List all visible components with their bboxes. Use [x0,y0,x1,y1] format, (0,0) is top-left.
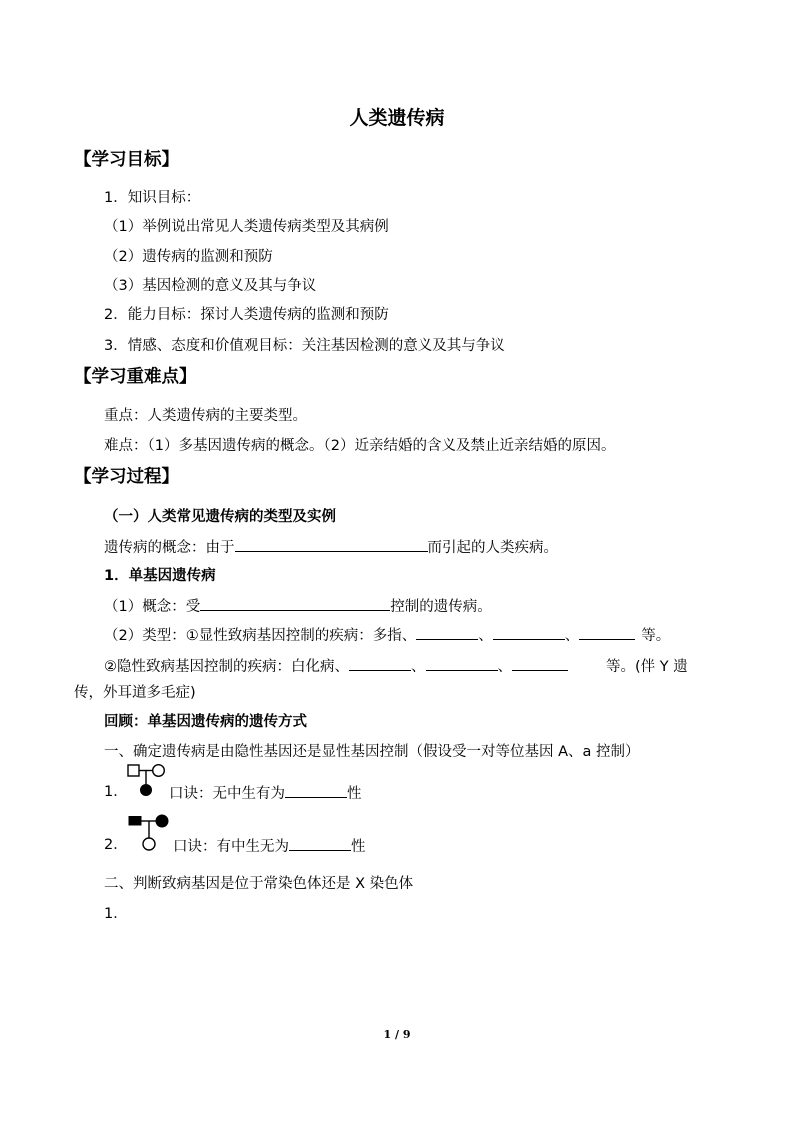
concept-line [104,536,558,558]
pedigree-diagram-1 [127,764,171,800]
pedigree-2-text [173,835,366,857]
objective-item: （2）遗传病的监测和预防 [104,249,273,265]
mnemonic-suffix: 性 [347,786,362,802]
objective-item: （3）基因检测的意义及其与争议 [104,278,317,294]
pedigree-diagram-2 [128,814,174,852]
concept-prefix: 遗传病的概念：由于 [104,540,235,556]
objective-item: 2．能力目标：探讨人类遗传病的监测和预防 [104,307,389,323]
part1-title: （一）人类常见遗传病的类型及实例 [104,509,336,525]
sg-recessive-continuation: 传，外耳道多毛症) [74,685,196,701]
separator: 、 [497,659,512,675]
objective-item: （1）举例说出常见人类遗传病类型及其病例 [104,219,389,235]
separator: 、 [564,628,580,644]
sg-recessive-line [104,655,688,677]
answer-blank[interactable] [289,835,351,851]
female-unaffected-symbol [143,838,155,850]
pedigree-2-number: 2． [104,837,128,853]
sg-recessive-prefix: ②隐性致病基因控制的疾病：白化病、 [104,659,349,675]
answer-blank[interactable] [579,624,635,640]
focus-text: 重点：人类遗传病的主要类型。 [104,408,307,424]
answer-blank[interactable] [512,655,568,671]
objective-item: 3．情感、态度和价值观目标：关注基因检测的意义及其与争议 [104,338,505,354]
page-title: 人类遗传病 [349,107,445,129]
sg-types-line [104,624,670,646]
section-heading-objectives: 【学习目标】 [74,150,179,170]
question-2-item-1: 1． [104,906,128,922]
sg-concept-prefix: （1）概念：受 [104,599,201,615]
answer-blank[interactable] [285,782,347,798]
concept-suffix: 而引起的人类疾病。 [427,540,558,556]
male-affected-symbol [129,816,142,826]
single-gene-title: 1．单基因遗传病 [104,568,216,584]
question-2: 二、判断致病基因是位于常染色体还是 X 染色体 [104,876,414,892]
sg-recessive-suffix: 等。(伴 Y 遗 [606,659,688,675]
objective-item: 1．知识目标： [104,190,201,206]
answer-blank[interactable] [426,655,498,671]
answer-blank[interactable] [235,536,428,552]
separator: 、 [411,659,426,675]
mnemonic-text: 口诀：无中生有为 [169,786,285,802]
female-affected-symbol [156,815,169,828]
section-heading-process: 【学习过程】 [74,467,179,487]
separator: 、 [478,628,493,644]
answer-blank[interactable] [200,595,390,611]
pedigree-1-number: 1． [104,784,128,800]
sg-concept-suffix: 控制的遗传病。 [390,599,492,615]
male-unaffected-symbol [128,765,139,776]
mnemonic-text: 口诀：有中生无为 [173,839,289,855]
question-1: 一、确定遗传病是由隐性基因还是显性基因控制（假设受一对等位基因 A、a 控制） [104,744,640,760]
page-number: 1 / 9 [383,1028,411,1041]
sg-concept-line [104,595,492,617]
difficulty-text: 难点：（1）多基因遗传病的概念。（2）近亲结婚的含义及禁止近亲结婚的原因。 [104,438,616,454]
section-heading-key-points: 【学习重难点】 [74,367,197,387]
answer-blank[interactable] [493,624,565,640]
sg-types-suffix: 等。 [641,628,671,644]
answer-blank[interactable] [349,655,411,671]
answer-blank[interactable] [416,624,478,640]
female-unaffected-symbol [153,765,165,777]
female-affected-symbol [140,784,152,796]
review-title: 回顾：单基因遗传病的遗传方式 [104,714,307,730]
pedigree-1-text [169,782,362,804]
mnemonic-suffix: 性 [351,839,366,855]
sg-types-prefix: （2）类型：①显性致病基因控制的疾病：多指、 [104,628,417,644]
